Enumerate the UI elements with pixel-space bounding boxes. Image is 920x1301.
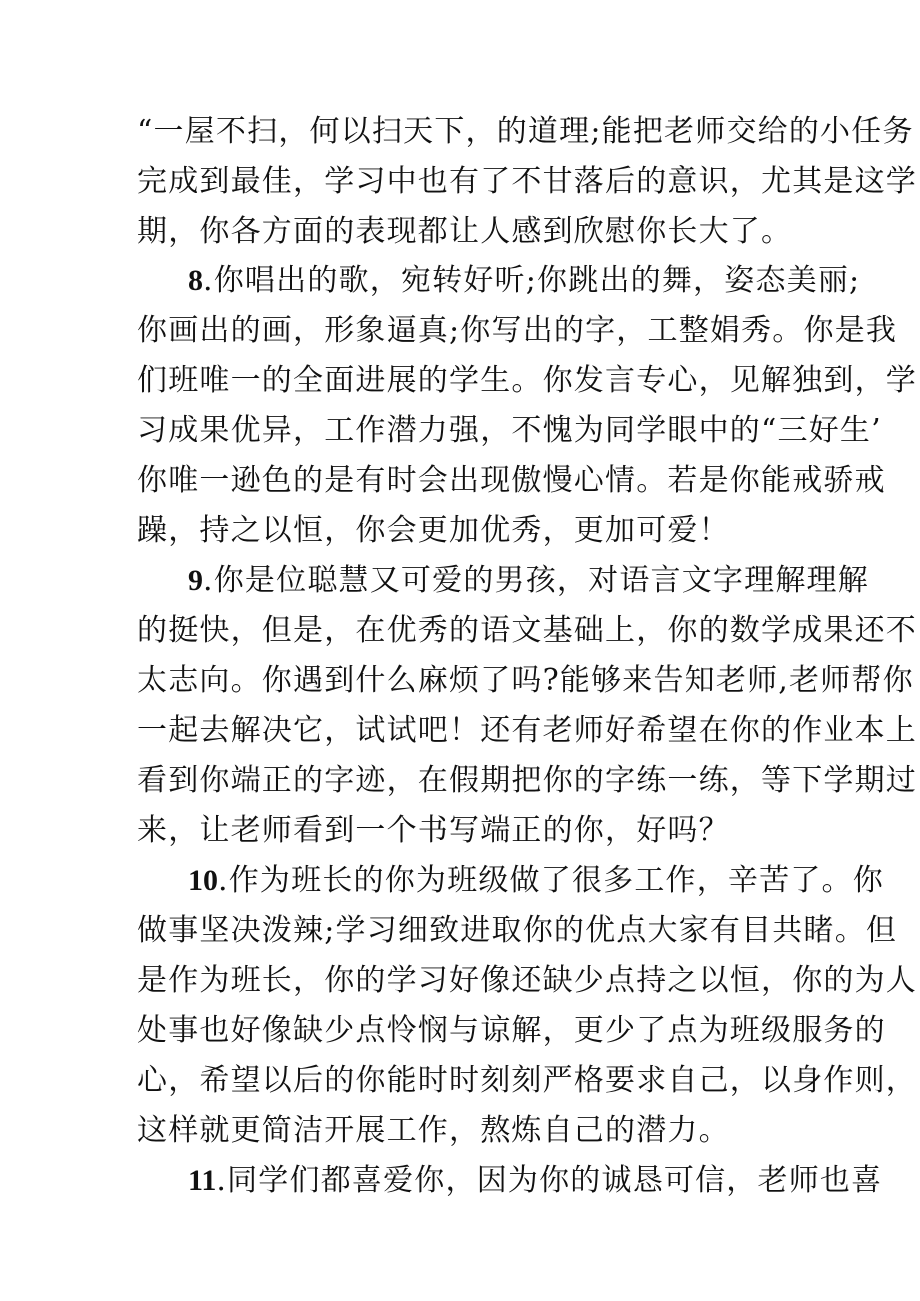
paragraph-line: 做事坚决泼辣;学习细致进取你的优点大家有目共睹。但 <box>137 913 898 948</box>
paragraph-line: 处事也好像缺少点怜悯与谅解，更少了点为班级服务的 <box>137 1013 886 1048</box>
paragraph-line: 一起去解决它，试试吧！还有老师好希望在你的作业本上 <box>137 713 917 748</box>
paragraph-number: 9 <box>188 564 203 597</box>
paragraph-line: 们班唯一的全面进展的学生。你发言专心，见解独到，学 <box>137 363 917 398</box>
paragraph-first-line <box>188 856 884 906</box>
paragraph-line: 看到你端正的字迹，在假期把你的字练一练，等下学期过 <box>137 763 917 798</box>
paragraph-line: 是作为班长，你的学习好像还缺少点持之以恒，你的为人 <box>137 963 917 998</box>
paragraph-text: .你是位聪慧又可爱的男孩，对语言文字理解理解 <box>203 563 869 598</box>
paragraph-number: 11 <box>188 1164 217 1197</box>
paragraph-line: 习成果优异，工作潜力强，不愧为同学眼中的“三好生’ <box>137 413 882 448</box>
paragraph-text: .作为班长的你为班级做了很多工作，辛苦了。你 <box>218 863 884 898</box>
paragraph-first-line <box>188 256 860 306</box>
paragraph-line: 的挺快，但是，在优秀的语文基础上，你的数学成果还不 <box>137 613 917 648</box>
paragraph-first-line <box>188 556 869 606</box>
paragraph-line: 心，希望以后的你能时时刻刻严格要求自己，以身作则， <box>137 1063 917 1098</box>
paragraph-line: 太志向。你遇到什么麻烦了吗?能够来告知老师,老师帮你 <box>137 663 914 698</box>
paragraph-line: 你唯一逊色的是有时会出现傲慢心情。若是你能戒骄戒 <box>137 463 886 498</box>
paragraph-line: 完成到最佳，学习中也有了不甘落后的意识，尤其是这学 <box>137 164 917 199</box>
paragraph-line: 来，让老师看到一个书写端正的你，好吗？ <box>137 813 730 848</box>
paragraph-text: .同学们都喜爱你，因为你的诚恳可信，老师也喜 <box>216 1163 883 1198</box>
paragraph-number: 8 <box>188 264 203 297</box>
paragraph-first-line <box>188 1156 882 1206</box>
paragraph-number: 10 <box>188 864 218 897</box>
paragraph-line: 期，你各方面的表现都让人感到欣慰你长大了。 <box>137 214 793 249</box>
paragraph-line: 这样就更简洁开展工作，熬炼自己的潜力。 <box>137 1113 730 1148</box>
paragraph-line: “一屋不扫，何以扫天下，的道理;能把老师交给的小任务 <box>137 114 914 149</box>
paragraph-line: 你画出的画，形象逼真;你写出的字，工整娟秀。你是我 <box>137 313 898 348</box>
paragraph-text: .你唱出的歌，宛转好听;你跳出的舞，姿态美丽; <box>203 263 861 298</box>
paragraph-line: 躁，持之以恒，你会更加优秀，更加可爱！ <box>137 513 730 548</box>
